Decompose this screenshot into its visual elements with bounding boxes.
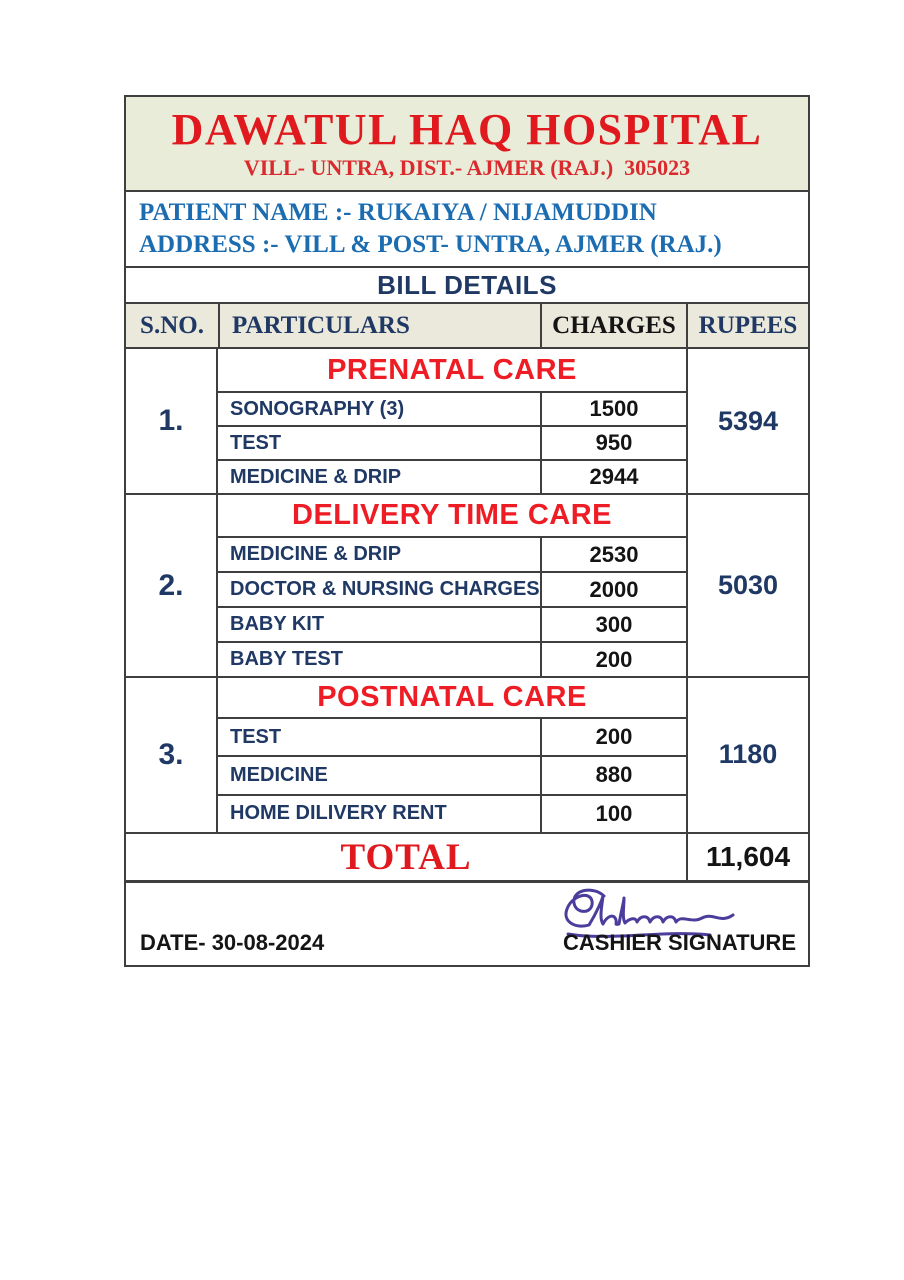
patient-address-line: ADDRESS :- VILL & POST- UNTRA, AJMER (RAJ.) bbox=[139, 230, 722, 258]
item-label: MEDICINE & DRIP bbox=[218, 536, 540, 571]
column-header-charges: CHARGES bbox=[540, 304, 686, 347]
date-text: DATE- 30-08-2024 bbox=[140, 930, 325, 955]
bill-document bbox=[124, 95, 810, 967]
bill-details-title: BILL DETAILS bbox=[377, 269, 557, 300]
bill-section-postnatal bbox=[126, 676, 808, 832]
item-label: MEDICINE & DRIP bbox=[218, 459, 540, 493]
item-label: HOME DILIVERY RENT bbox=[218, 794, 540, 832]
item-charge: 200 bbox=[540, 717, 686, 755]
patient-name-line: PATIENT NAME :- RUKAIYA / NIJAMUDDIN bbox=[139, 198, 657, 226]
item-charge: 950 bbox=[540, 425, 686, 459]
item-charge: 100 bbox=[540, 794, 686, 832]
column-header-sno: S.NO. bbox=[140, 311, 204, 339]
column-header-particulars: PARTICULARS bbox=[218, 304, 540, 347]
section-rupees-total: 5030 bbox=[686, 495, 808, 676]
item-charge: 880 bbox=[540, 755, 686, 793]
item-label: TEST bbox=[218, 717, 540, 755]
section-heading: PRENATAL CARE bbox=[327, 353, 577, 386]
total-row bbox=[126, 832, 808, 880]
column-header-rupees: RUPEES bbox=[686, 304, 808, 347]
table-header bbox=[126, 302, 808, 347]
section-number: 2. bbox=[126, 495, 218, 676]
item-charge: 2944 bbox=[540, 459, 686, 493]
item-label: BABY KIT bbox=[218, 606, 540, 641]
hospital-name: DAWATUL HAQ HOSPITAL bbox=[171, 105, 763, 155]
item-charge: 2530 bbox=[540, 536, 686, 571]
signature-label: CASHIER SIGNATURE bbox=[562, 930, 796, 955]
item-charge: 300 bbox=[540, 606, 686, 641]
patient-info bbox=[126, 190, 808, 266]
bill-footer bbox=[126, 880, 808, 965]
section-number: 1. bbox=[126, 349, 218, 493]
item-charge: 200 bbox=[540, 641, 686, 676]
bill-section-prenatal bbox=[126, 347, 808, 493]
item-charge: 1500 bbox=[540, 391, 686, 425]
bill-section-delivery bbox=[126, 493, 808, 676]
total-value: 11,604 bbox=[686, 834, 808, 880]
item-label: MEDICINE bbox=[218, 755, 540, 793]
bill-details-row bbox=[126, 266, 808, 302]
section-heading: DELIVERY TIME CARE bbox=[292, 499, 612, 531]
section-rupees-total: 5394 bbox=[686, 349, 808, 493]
item-label: BABY TEST bbox=[218, 641, 540, 676]
item-label: TEST bbox=[218, 425, 540, 459]
item-charge: 2000 bbox=[540, 571, 686, 606]
hospital-header bbox=[126, 97, 808, 190]
total-label: TOTAL bbox=[340, 836, 472, 878]
section-rupees-total: 1180 bbox=[686, 678, 808, 832]
section-heading: POSTNATAL CARE bbox=[317, 681, 587, 713]
section-number: 3. bbox=[126, 678, 218, 832]
item-label: SONOGRAPHY (3) bbox=[218, 391, 540, 425]
hospital-address: VILL- UNTRA, DIST.- AJMER (RAJ.) 305023 bbox=[243, 154, 691, 180]
item-label: DOCTOR & NURSING CHARGES bbox=[218, 571, 540, 606]
